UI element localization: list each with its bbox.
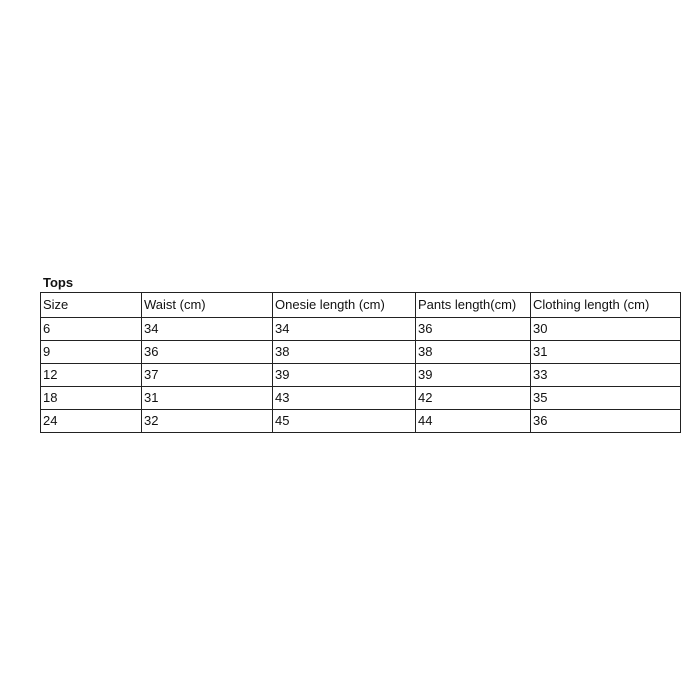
cell-waist: 36 (142, 341, 273, 364)
cell-size: 6 (41, 318, 142, 341)
table-row (41, 364, 681, 387)
cell-pants-length: 36 (416, 318, 531, 341)
cell-clothing-length: 33 (531, 364, 681, 387)
table-row (41, 341, 681, 364)
cell-pants-length: 44 (416, 410, 531, 433)
header-cell-onesie-length: Onesie length (cm) (273, 293, 416, 318)
cell-waist: 37 (142, 364, 273, 387)
table-row (41, 410, 681, 433)
cell-size: 18 (41, 387, 142, 410)
cell-onesie-length: 39 (273, 364, 416, 387)
header-cell-size: Size (41, 293, 142, 318)
cell-onesie-length: 45 (273, 410, 416, 433)
table-title: Tops (43, 275, 74, 290)
size-table (40, 292, 681, 433)
cell-pants-length: 38 (416, 341, 531, 364)
header-cell-pants-length: Pants length(cm) (416, 293, 531, 318)
cell-clothing-length: 36 (531, 410, 681, 433)
cell-size: 12 (41, 364, 142, 387)
table-row (41, 318, 681, 341)
cell-size: 9 (41, 341, 142, 364)
cell-pants-length: 39 (416, 364, 531, 387)
cell-clothing-length: 31 (531, 341, 681, 364)
cell-onesie-length: 38 (273, 341, 416, 364)
cell-waist: 32 (142, 410, 273, 433)
cell-waist: 31 (142, 387, 273, 410)
header-cell-waist: Waist (cm) (142, 293, 273, 318)
cell-clothing-length: 30 (531, 318, 681, 341)
table-header-row (41, 293, 681, 318)
cell-clothing-length: 35 (531, 387, 681, 410)
cell-size: 24 (41, 410, 142, 433)
size-chart-document (40, 274, 680, 433)
cell-onesie-length: 34 (273, 318, 416, 341)
cell-waist: 34 (142, 318, 273, 341)
cell-pants-length: 42 (416, 387, 531, 410)
table-row (41, 387, 681, 410)
cell-onesie-length: 43 (273, 387, 416, 410)
header-cell-clothing-length: Clothing length (cm) (531, 293, 681, 318)
